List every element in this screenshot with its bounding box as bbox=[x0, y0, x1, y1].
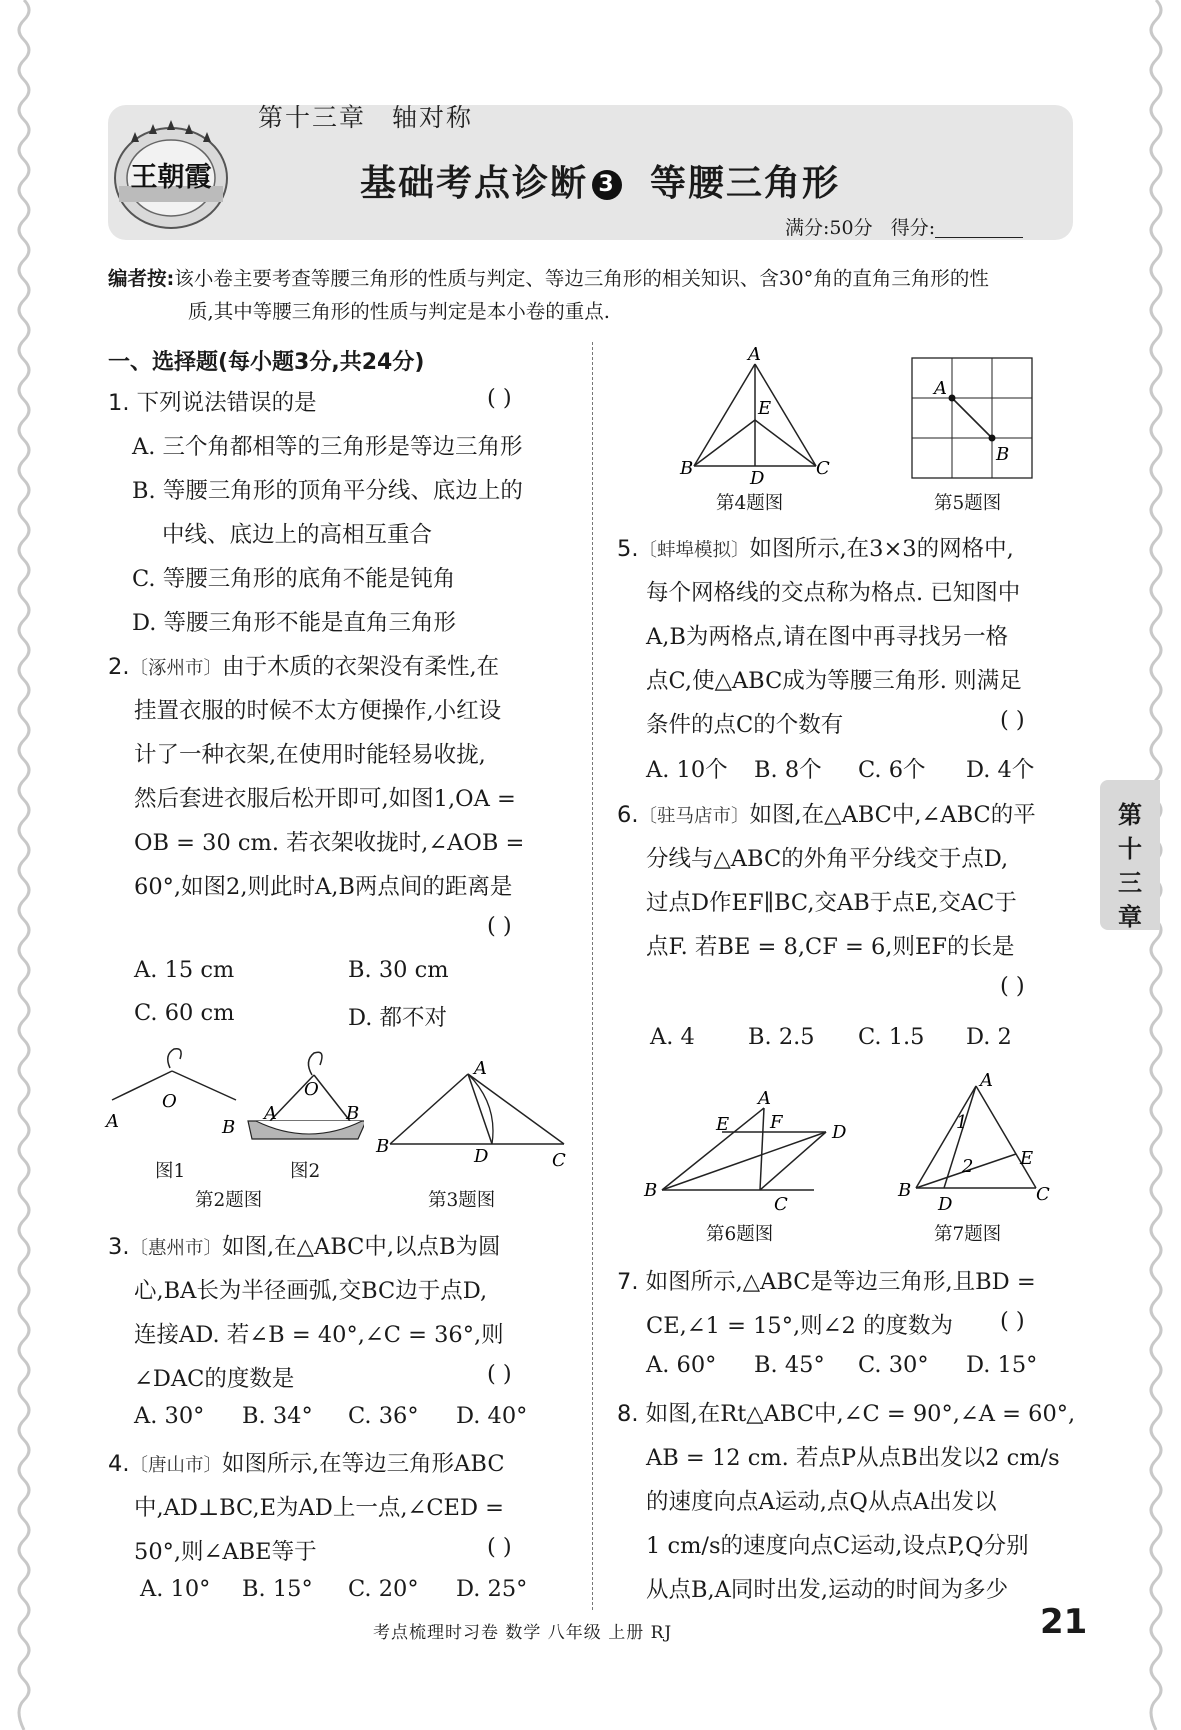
q7-line1: 7. 如图所示,△ABC是等边三角形,且BD = bbox=[617, 1269, 1036, 1295]
svg-text:C: C bbox=[816, 458, 830, 479]
q4-option-b: B. 15° bbox=[242, 1576, 313, 1602]
svg-text:A: A bbox=[106, 1111, 119, 1132]
q2-option-c: C. 60 cm bbox=[134, 1000, 235, 1026]
svg-text:O: O bbox=[162, 1091, 177, 1112]
section-heading: 一、选择题(每小题3分,共24分) bbox=[108, 350, 425, 375]
title-number-badge: 3 bbox=[592, 170, 622, 200]
q5-option-a: A. 10个 bbox=[646, 757, 728, 783]
svg-text:2: 2 bbox=[962, 1156, 974, 1177]
q8-line2: AB = 12 cm. 若点P从点B出发以2 cm/s bbox=[646, 1445, 1060, 1471]
q3-option-a: A. 30° bbox=[134, 1403, 205, 1429]
q3-figure bbox=[374, 1058, 574, 1168]
svg-text:E: E bbox=[716, 1114, 730, 1135]
svg-text:A: A bbox=[758, 1088, 771, 1109]
q1-option-b: B. 等腰三角形的顶角平分线、底边上的 bbox=[132, 478, 523, 504]
q7-option-a: A. 60° bbox=[646, 1352, 717, 1378]
q7-option-c: C. 30° bbox=[858, 1352, 929, 1378]
q7-figure-caption: 第7题图 bbox=[934, 1224, 1002, 1245]
q3-line4: ∠DAC的度数是 bbox=[134, 1366, 295, 1392]
svg-text:A: A bbox=[264, 1103, 277, 1124]
q4-option-c: C. 20° bbox=[348, 1576, 419, 1602]
q5-answer-blank[interactable]: ( ) bbox=[1000, 707, 1025, 733]
q6-line3: 过点D作EF∥BC,交AB于点E,交AC于 bbox=[646, 890, 1017, 916]
q2-line1: 2.〔涿州市〕由于木质的衣架没有柔性,在 bbox=[108, 654, 500, 680]
column-divider bbox=[592, 342, 593, 1610]
svg-text:B: B bbox=[898, 1180, 912, 1201]
left-wavy-border bbox=[0, 0, 40, 1730]
q5-figure-caption: 第5题图 bbox=[934, 493, 1002, 514]
q5-line5: 条件的点C的个数有 bbox=[646, 712, 844, 738]
svg-text:C: C bbox=[1036, 1184, 1050, 1205]
q2-line5: OB = 30 cm. 若衣架收拢时,∠AOB = bbox=[134, 830, 525, 856]
q7-line2: CE,∠1 = 15°,则∠2 的度数为 bbox=[646, 1313, 953, 1339]
q5-line3: A,B为两格点,请在图中再寻找另一格 bbox=[646, 624, 1009, 650]
svg-text:E: E bbox=[758, 398, 772, 419]
q6-answer-blank[interactable]: ( ) bbox=[1000, 973, 1025, 999]
page-number: 21 bbox=[1040, 1602, 1088, 1642]
q4-figure bbox=[676, 344, 836, 486]
svg-text:B: B bbox=[222, 1117, 236, 1138]
svg-text:C: C bbox=[552, 1150, 566, 1168]
q1-option-c: C. 等腰三角形的底角不能是钝角 bbox=[132, 566, 456, 592]
q1-answer-blank[interactable]: ( ) bbox=[487, 385, 512, 411]
svg-text:D: D bbox=[938, 1194, 953, 1215]
q7-figure bbox=[896, 1072, 1066, 1218]
q7-option-d: D. 15° bbox=[966, 1352, 1038, 1378]
svg-text:A: A bbox=[934, 378, 947, 399]
q8-line4: 1 cm/s的速度向点C运动,设点P,Q分别 bbox=[646, 1533, 1029, 1559]
q1-option-a: A. 三个角都相等的三角形是等边三角形 bbox=[132, 434, 523, 460]
q6-option-b: B. 2.5 bbox=[748, 1024, 815, 1050]
q2-figure-caption: 第2题图 bbox=[195, 1190, 263, 1211]
q2-option-a: A. 15 cm bbox=[134, 957, 235, 983]
q4-option-a: A. 10° bbox=[140, 1576, 211, 1602]
q3-option-b: B. 34° bbox=[242, 1403, 313, 1429]
q5-option-c: C. 6个 bbox=[858, 757, 926, 783]
q2-fig2-label: 图2 bbox=[290, 1161, 321, 1182]
q1-option-d: D. 等腰三角形不能是直角三角形 bbox=[132, 610, 457, 636]
q6-figure bbox=[640, 1088, 860, 1218]
q6-option-a: A. 4 bbox=[650, 1024, 695, 1050]
q2-fig1-label: 图1 bbox=[155, 1161, 186, 1182]
q3-line3: 连接AD. 若∠B = 40°,∠C = 36°,则 bbox=[134, 1322, 504, 1348]
q4-figure-caption: 第4题图 bbox=[716, 493, 784, 514]
svg-text:A: A bbox=[748, 344, 761, 365]
svg-text:C: C bbox=[774, 1194, 788, 1215]
svg-text:王朝霞: 王朝霞 bbox=[130, 162, 212, 193]
q2-line3: 计了一种衣架,在使用时能轻易收拢, bbox=[134, 742, 486, 768]
q5-line4: 点C,使△ABC成为等腰三角形. 则满足 bbox=[646, 668, 1022, 694]
q1-stem: 1. 下列说法错误的是 bbox=[108, 390, 317, 416]
q4-option-d: D. 25° bbox=[456, 1576, 528, 1602]
q5-option-b: B. 8个 bbox=[754, 757, 822, 783]
svg-text:E: E bbox=[1020, 1148, 1034, 1169]
q6-figure-caption: 第6题图 bbox=[706, 1224, 774, 1245]
footer-text: 考点梳理时习卷 数学 八年级 上册 RJ bbox=[373, 1623, 673, 1643]
q3-answer-blank[interactable]: ( ) bbox=[487, 1361, 512, 1387]
q8-line1: 8. 如图,在Rt△ABC中,∠C = 90°,∠A = 60°, bbox=[617, 1401, 1076, 1427]
q2-line6: 60°,如图2,则此时A,B两点间的距离是 bbox=[134, 874, 513, 900]
q7-answer-blank[interactable]: ( ) bbox=[1000, 1308, 1025, 1334]
svg-text:B: B bbox=[996, 444, 1010, 465]
publisher-logo bbox=[105, 110, 237, 238]
q2-figures bbox=[104, 1035, 364, 1160]
svg-text:A: A bbox=[980, 1072, 993, 1091]
svg-text:O: O bbox=[304, 1079, 319, 1100]
svg-text:D: D bbox=[474, 1146, 489, 1167]
q3-line2: 心,BA长为半径画弧,交BC边于点D, bbox=[134, 1278, 488, 1304]
q6-option-c: C. 1.5 bbox=[858, 1024, 925, 1050]
editor-note: 编者按:该小卷主要考查等腰三角形的性质与判定、等边三角形的相关知识、含30°角的直角三角形的性 质,其中等腰三角形的性质与判定是本小卷的重点. bbox=[108, 267, 989, 323]
svg-text:B: B bbox=[346, 1103, 360, 1124]
q6-line2: 分线与△ABC的外角平分线交于点D, bbox=[646, 846, 1009, 872]
q8-line3: 的速度向点A运动,点Q从点A出发以 bbox=[646, 1489, 997, 1515]
q5-line2: 每个网格线的交点称为格点. 已知图中 bbox=[646, 580, 1021, 606]
q7-option-b: B. 45° bbox=[754, 1352, 825, 1378]
score-blank[interactable] bbox=[935, 219, 1023, 238]
q5-line1: 5.〔蚌埠模拟〕如图所示,在3×3的网格中, bbox=[617, 536, 1014, 562]
score-line: 满分:50分 得分: bbox=[785, 213, 1023, 240]
q5-option-d: D. 4个 bbox=[966, 757, 1035, 783]
svg-text:B: B bbox=[376, 1136, 390, 1157]
q3-line1: 3.〔惠州市〕如图,在△ABC中,以点B为圆 bbox=[108, 1234, 501, 1260]
q8-line5: 从点B,A同时出发,运动的时间为多少 bbox=[646, 1577, 1009, 1603]
q6-option-d: D. 2 bbox=[966, 1024, 1012, 1050]
q1-option-b-cont: 中线、底边上的高相互重合 bbox=[162, 522, 433, 548]
chapter-side-tab[interactable]: 第十三章 bbox=[1100, 780, 1160, 930]
page-title: 基础考点诊断 3 等腰三角形 bbox=[360, 163, 841, 204]
q5-grid-figure bbox=[906, 354, 1038, 486]
q3-figure-caption: 第3题图 bbox=[428, 1190, 496, 1211]
q2-line4: 然后套进衣服后松开即可,如图1,OA = bbox=[134, 786, 516, 812]
q6-line4: 点F. 若BE = 8,CF = 6,则EF的长是 bbox=[646, 934, 1015, 960]
svg-text:D: D bbox=[750, 468, 765, 486]
q6-line1: 6.〔驻马店市〕如图,在△ABC中,∠ABC的平 bbox=[617, 802, 1036, 828]
q3-option-d: D. 40° bbox=[456, 1403, 528, 1429]
svg-text:A: A bbox=[474, 1058, 487, 1079]
svg-text:D: D bbox=[832, 1122, 847, 1143]
svg-text:B: B bbox=[680, 458, 694, 479]
q2-answer-blank[interactable]: ( ) bbox=[487, 913, 512, 939]
q3-option-c: C. 36° bbox=[348, 1403, 419, 1429]
q4-line1: 4.〔唐山市〕如图所示,在等边三角形ABC bbox=[108, 1451, 505, 1477]
q4-answer-blank[interactable]: ( ) bbox=[487, 1534, 512, 1560]
q2-line2: 挂置衣服的时候不太方便操作,小红设 bbox=[134, 698, 502, 724]
svg-text:B: B bbox=[644, 1180, 658, 1201]
svg-text:F: F bbox=[770, 1112, 783, 1133]
q4-line3: 50°,则∠ABE等于 bbox=[134, 1539, 317, 1565]
q4-line2: 中,AD⊥BC,E为AD上一点,∠CED = bbox=[134, 1495, 505, 1521]
q2-option-b: B. 30 cm bbox=[348, 957, 449, 983]
chapter-heading: 第十三章 轴对称 bbox=[258, 103, 474, 132]
svg-text:1: 1 bbox=[956, 1112, 968, 1133]
q2-option-d: D. 都不对 bbox=[348, 1005, 448, 1031]
